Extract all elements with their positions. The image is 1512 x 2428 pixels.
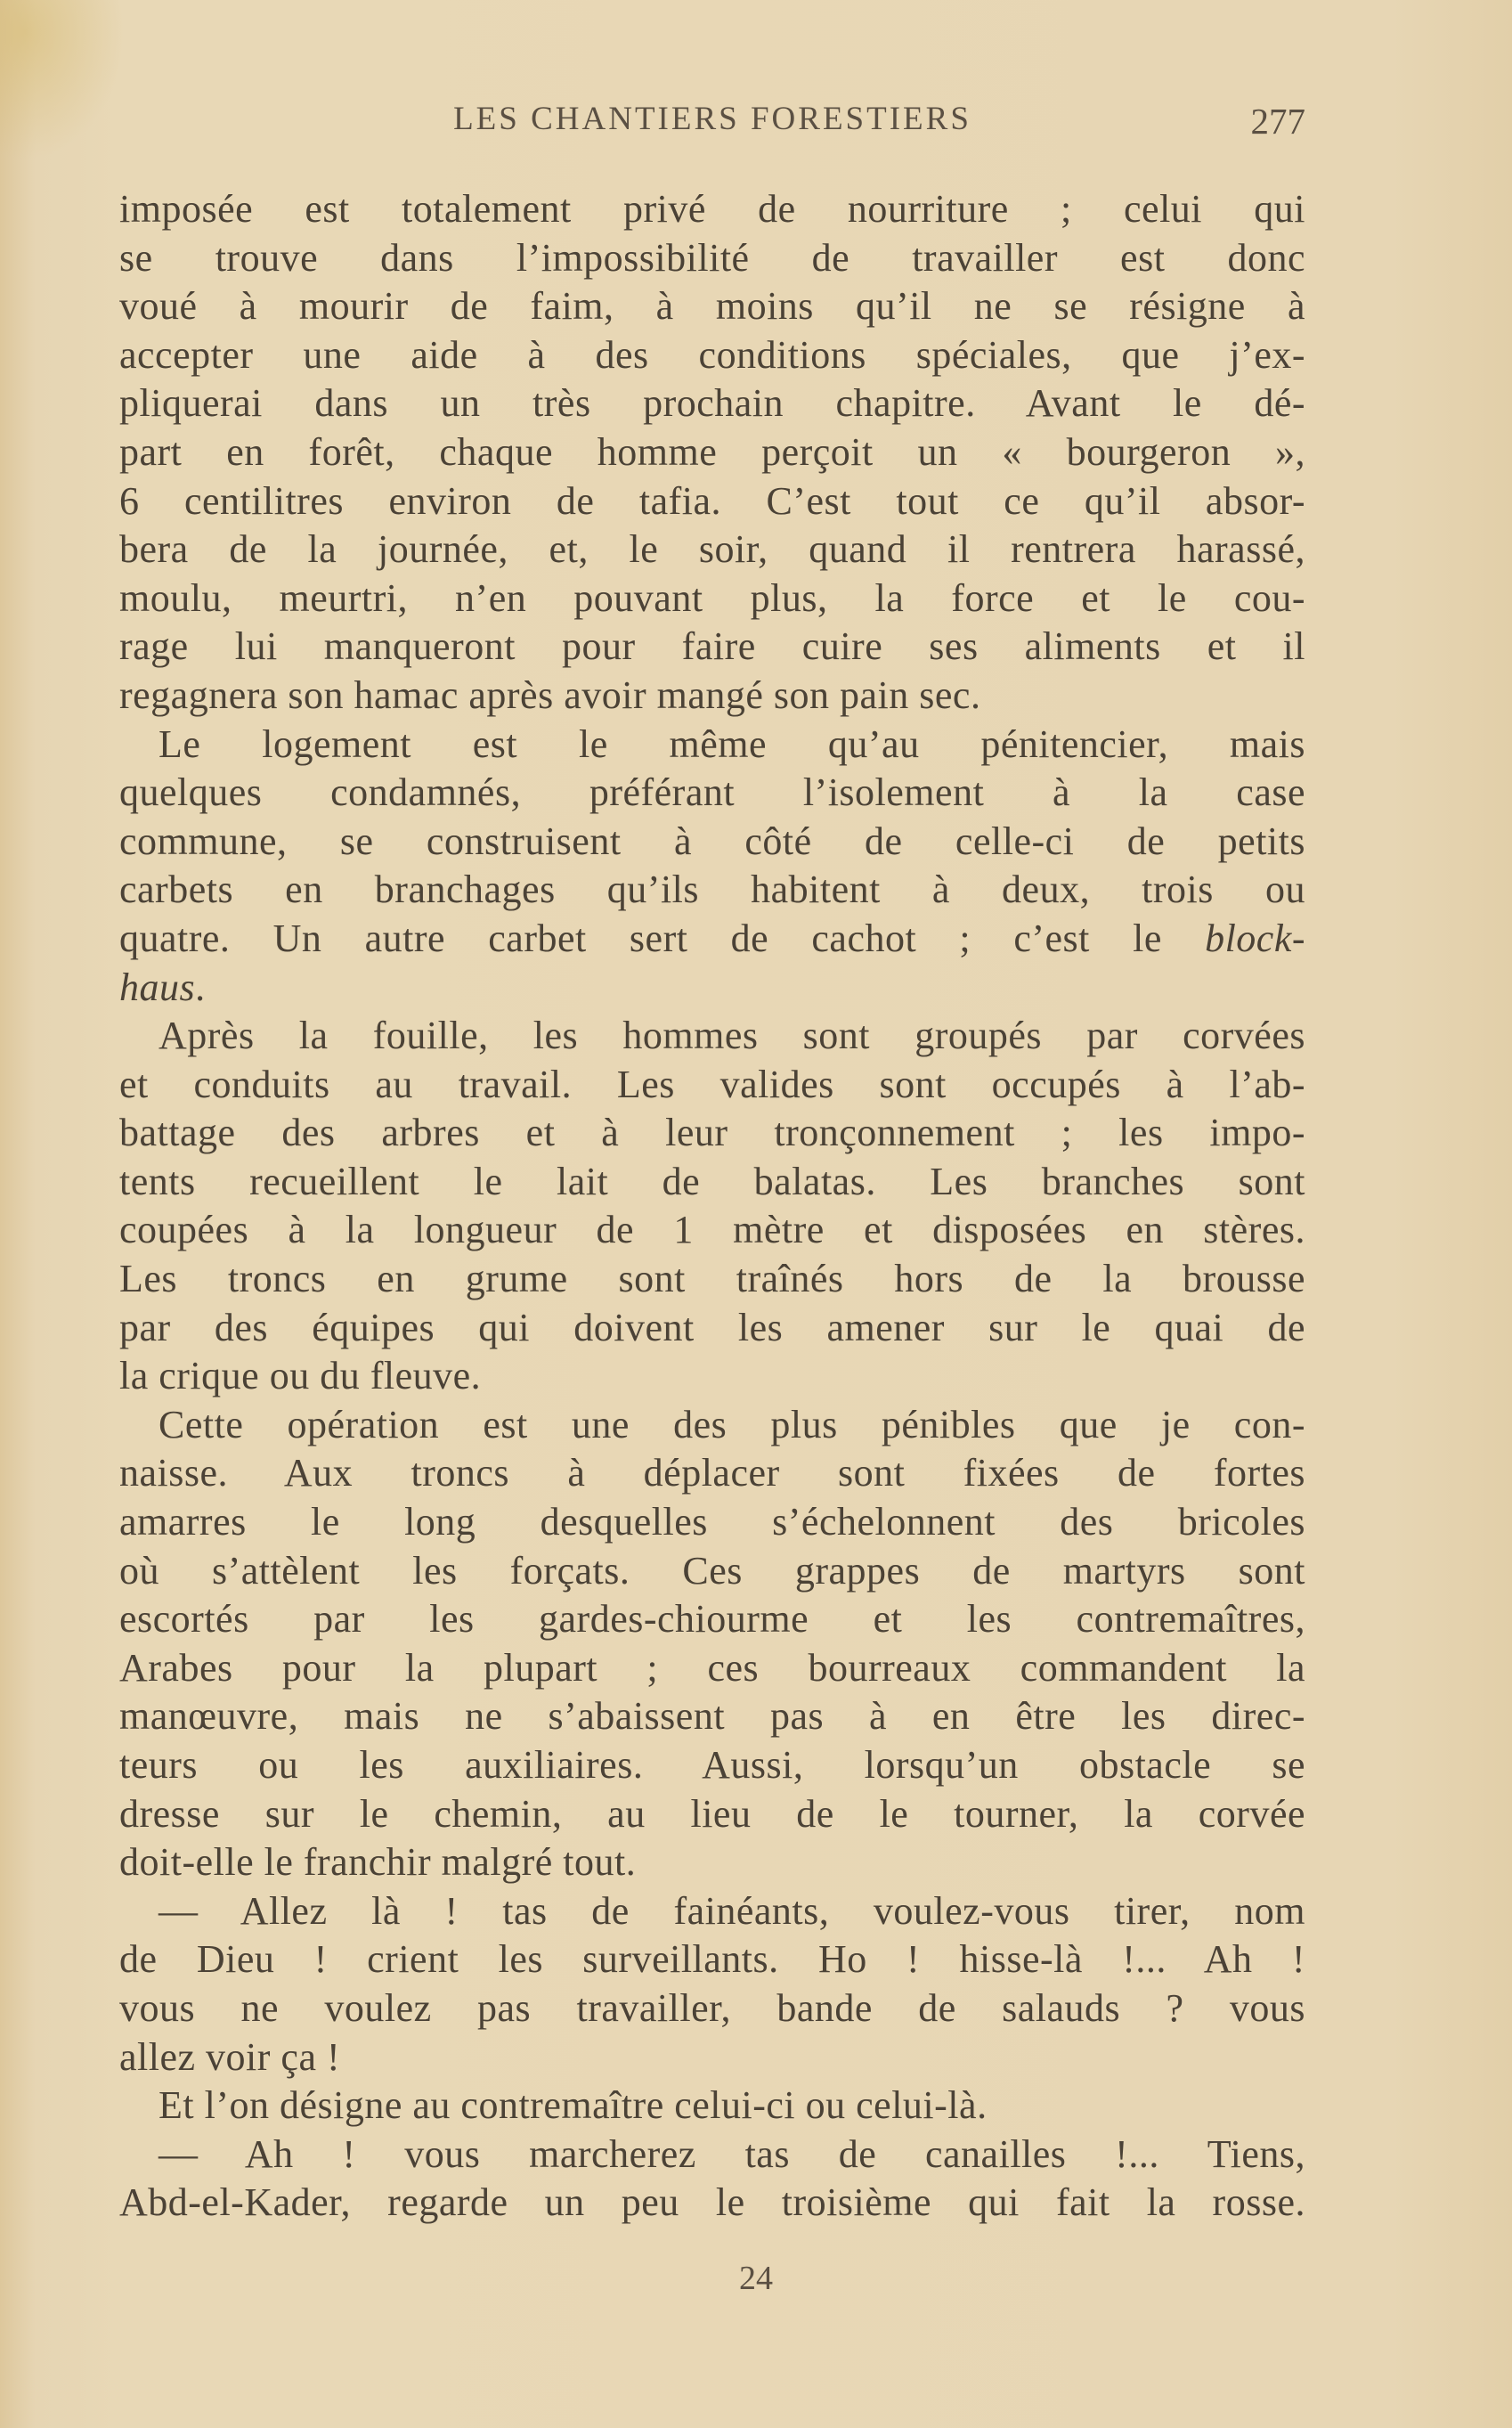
- page-stain: [0, 0, 125, 160]
- text-line: imposée est totalement privé de nourriture ; celui qui: [119, 187, 1305, 231]
- text-line: 6 centilitres environ de tafia. C’est tout ce qu’il absor-: [119, 478, 1305, 523]
- text-line: naisse. Aux troncs à déplacer sont fixées de fortes: [119, 1451, 1305, 1495]
- text-line: se trouve dans l’impossibilité de travailler est donc: [119, 235, 1305, 280]
- italic-term: block-: [1205, 916, 1305, 960]
- text-line: part en forêt, chaque homme perçoit un « bourgeron »,: [119, 429, 1305, 474]
- text-line: teurs ou les auxiliaires. Aussi, lorsqu’un obstacle se: [119, 1743, 1305, 1787]
- text-line: moulu, meurtri, n’en pouvant plus, la force et le cou-: [119, 575, 1305, 620]
- text-line: tents recueillent le lait de balatas. Les branches sont: [119, 1159, 1305, 1203]
- text-line: amarres le long desquelles s’échelonnent des bricoles: [119, 1500, 1305, 1544]
- text-line: vous ne voulez pas travailler, bande de salauds ? vous: [119, 1985, 1305, 2030]
- text-line: rage lui manqueront pour faire cuire ses aliments et il: [119, 624, 1305, 669]
- text-line: pliquerai dans un très prochain chapitre. Avant le dé-: [119, 381, 1305, 426]
- text-line: Et l’on désigne au contremaître celui-ci ou celui-là.: [159, 2083, 988, 2128]
- text-line: Arabes pour la plupart ; ces bourreaux commandent la: [119, 1645, 1305, 1690]
- italic-term: haus: [119, 965, 196, 1009]
- text-line: de Dieu ! crient les surveillants. Ho ! hisse-là !... Ah !: [119, 1937, 1305, 1982]
- text-line: Abd-el-Kader, regarde un peu le troisième qui fait la rosse.: [119, 2180, 1305, 2225]
- text-line: dresse sur le chemin, au lieu de le tourner, la corvée: [119, 1791, 1305, 1836]
- text-line: commune, se construisent à côté de celle-ci de petits: [119, 819, 1305, 863]
- text-line: escortés par les gardes-chiourme et les contremaîtres,: [119, 1597, 1305, 1642]
- text-line: battage des arbres et à leur tronçonnement ; les impo-: [119, 1111, 1305, 1155]
- text-line: par des équipes qui doivent les amener sur le quai de: [119, 1305, 1305, 1349]
- text-line: — Ah ! vous marcherez tas de canailles !... Tiens,: [159, 2131, 1305, 2176]
- text-line: et conduits au travail. Les valides sont occupés à l’ab-: [119, 1062, 1305, 1106]
- text-line: Après la fouille, les hommes sont groupés par corvées: [159, 1014, 1305, 1058]
- text-line: la crique ou du fleuve.: [119, 1354, 482, 1398]
- text-line: voué à mourir de faim, à moins qu’il ne se résigne à: [119, 284, 1305, 329]
- text-line: Le logement est le même qu’au pénitencier, mais: [159, 721, 1305, 766]
- text-line: où s’attèlent les forçats. Ces grappes de martyrs sont: [119, 1548, 1305, 1593]
- text-line: Cette opération est une des plus pénibles que je con-: [159, 1402, 1305, 1446]
- text-line: manœuvre, mais ne s’abaissent pas à en être les direc-: [119, 1694, 1305, 1739]
- text-line: accepter une aide à des conditions spéciales, que j’ex-: [119, 332, 1305, 377]
- text-line: doit-elle le franchir malgré tout.: [119, 1840, 637, 1885]
- signature-mark: 24: [739, 2260, 773, 2297]
- body-text: [119, 185, 1305, 2228]
- text-line: regagnera son hamac après avoir mangé son pain sec.: [119, 672, 981, 717]
- page-number: 277: [1250, 101, 1305, 142]
- text-line: coupées à la longueur de 1 mètre et disposées en stères.: [119, 1208, 1305, 1252]
- page-header: [119, 100, 1305, 153]
- running-title: LES CHANTIERS FORESTIERS: [453, 101, 971, 137]
- text-line: quelques condamnés, préférant l’isolement à la case: [119, 770, 1305, 815]
- text-line: Les troncs en grume sont traînés hors de la brousse: [119, 1257, 1305, 1301]
- text-line: allez voir ça !: [119, 2034, 341, 2079]
- text-line: quatre. Un autre carbet sert de cachot ; c’est le block-: [119, 916, 1305, 960]
- text-line: bera de la journée, et, le soir, quand il rentrera harassé,: [119, 527, 1305, 572]
- text-line: carbets en branchages qu’ils habitent à deux, trois ou: [119, 868, 1305, 912]
- text-line: haus.: [119, 965, 206, 1009]
- text-line: — Allez là ! tas de fainéants, voulez-vous tirer, nom: [159, 1888, 1305, 1933]
